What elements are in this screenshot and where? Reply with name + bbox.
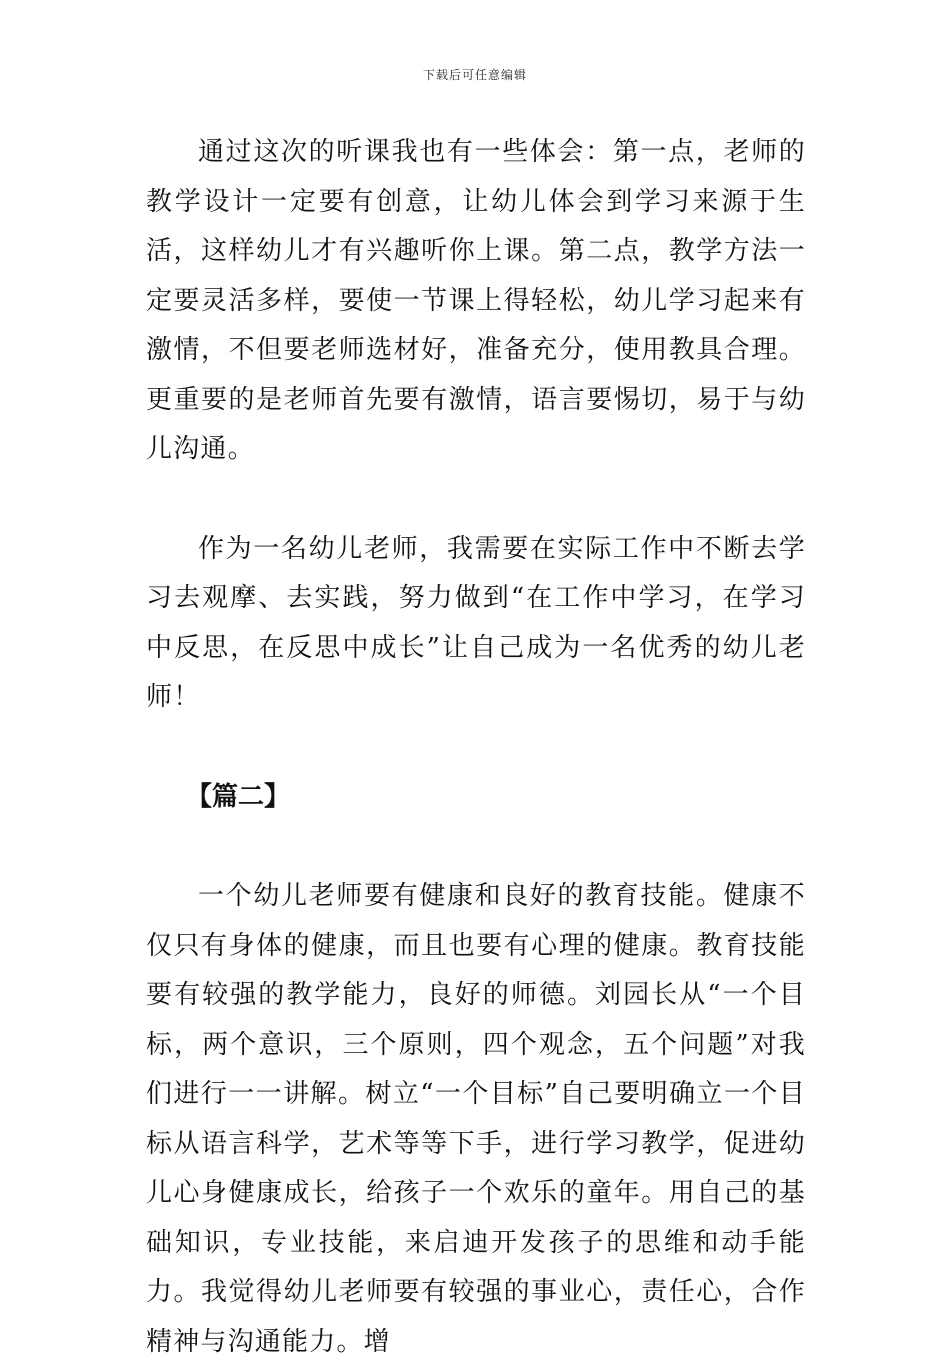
paragraph-3: 一个幼儿老师要有健康和良好的教育技能。健康不仅只有身体的健康，而且也要有心理的健康。教育技能要有较强的教学能力，良好的师德。刘园长从“一个目标，两个意识，三个原则，四个观念，五个问题”对我们进行一一讲解。树立“一个目标”自己要明确立一个目标从语言科学，艺术等等下手，进行学习教学，促进幼儿心身健康成长，给孩子一个欢乐的童年。用自己的基础知识，专业技能，来启迪开发孩子的思维和动手能力。我觉得幼儿老师要有较强的事业心，责任心，合作精神与沟通能力。增 bbox=[146, 881, 806, 1357]
paragraph-1: 通过这次的听课我也有一些体会：第一点，老师的教学设计一定要有创意，让幼儿体会到学习来源于生活，这样幼儿才有兴趣听你上课。第二点，教学方法一定要灵活多样，要使一节课上得轻松，幼儿学习起来有激情，不但要老师选材好，准备充分，使用教具合理。更重要的是老师首先要有激情，语言要惕切，易于与幼儿沟通。 bbox=[146, 137, 806, 464]
document-body bbox=[146, 128, 806, 1367]
section-heading: 【篇二】 bbox=[186, 781, 291, 812]
page-header: 下载后可任意编辑 bbox=[422, 68, 527, 82]
paragraph-2: 作为一名幼儿老师，我需要在实际工作中不断去学习去观摩、去实践，努力做到“在工作中学习，在学习中反思，在反思中成长”让自己成为一名优秀的幼儿老师！ bbox=[146, 533, 806, 712]
